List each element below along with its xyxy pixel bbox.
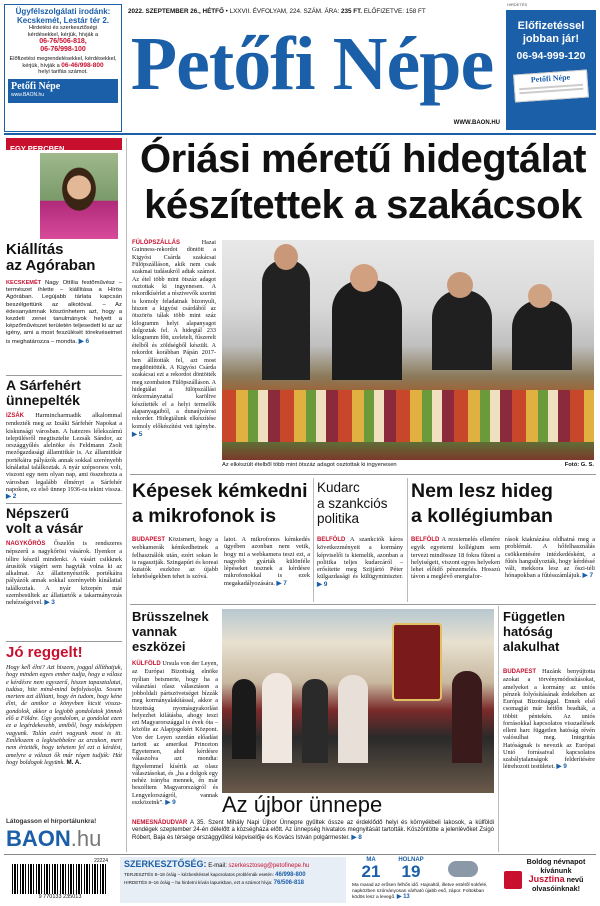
office-info-box bbox=[4, 4, 122, 132]
hideg-title: Nem lesz hideg a kollégiumban bbox=[411, 480, 553, 527]
footer-rule bbox=[4, 854, 596, 855]
office-line: Hirdetési és szerkesztőségi bbox=[28, 25, 98, 31]
kepesek-text-col2: latot. A mikrofonos kémkedés ügyében azonban nem vetik, hogy mi a webkamera teszi ezt, a nagyobb gyárták különféle lépéseket tesznek a kérdésre mikrofonokkal is ezek megakadályozására. ▶ 7 bbox=[224, 536, 310, 587]
person-header: EGY PERCBEN bbox=[6, 138, 122, 150]
office-line: kérdésekkel, kérjük, hívják a bbox=[27, 31, 99, 38]
sub-line: kérjük, hívják a 06-46/998-800 bbox=[22, 61, 104, 69]
editorial-header: SZERKESZTŐSÉG: E-mail: szerkesztoseg@petofinepe.hu bbox=[124, 859, 310, 869]
newspaper-thumbnail: Petőfi Népe bbox=[513, 69, 589, 102]
page-ref[interactable]: ▶ 6 bbox=[78, 337, 90, 345]
distribution-line: TERJESZTÉS 8–18 óráig – kézbesítéssel kapcsolatos problémák esetén: 46/998-800 bbox=[124, 872, 306, 878]
page-ref[interactable]: ▶ 3 bbox=[44, 599, 55, 607]
kepesek-title: Képesek kémkedni a mikrofonok is bbox=[132, 480, 308, 527]
office-phone: 06-76/506-818, bbox=[39, 38, 87, 46]
advertising-line: HIRDETÉS 8–16 óráig – ha hirdetni kíván lapunkban, ezt a számot hívja: 76/506-818 bbox=[124, 880, 305, 886]
subscription-ad[interactable] bbox=[506, 10, 596, 130]
dateline: 2022. SZEPTEMBER 26., HÉTFŐ • LXXVII. ÉVFOLYAM, 224. SZÁM. ÁRA: 235 FT. ELŐFIZETVE: 158 FT bbox=[128, 8, 426, 15]
ad-line: jobban jár! bbox=[522, 33, 580, 45]
page-ref[interactable]: ▶ 9 bbox=[317, 580, 328, 588]
column-rule bbox=[126, 138, 127, 852]
sarfeher-title: A Sárfehért ünnepelték bbox=[6, 377, 81, 408]
portrait-photo bbox=[40, 153, 118, 239]
sub-phone: 06-46/998-800 bbox=[61, 61, 104, 69]
sub-line: Előfizetési megrendelésekkel, kérdésekkel, bbox=[9, 56, 117, 63]
nameday-line: kívánunk bbox=[540, 866, 572, 875]
mini-logo: Petőfi Népe bbox=[11, 80, 61, 92]
nameday-line: Boldog névnapot bbox=[526, 857, 586, 866]
editorial-email[interactable]: szerkesztoseg@petofinepe.hu bbox=[228, 863, 310, 869]
kudarc-title: Kudarc a szankciós politika bbox=[317, 480, 388, 526]
page-ref[interactable]: ▶ 7 bbox=[582, 572, 594, 580]
photo-caption: Az elkészült ételből több mint ötszáz adagot osztottak ki ingyenesen Fotó: G. S. bbox=[222, 462, 594, 468]
sarfeher-text: IZSÁK Harmincharmadik alkalommal rendezték meg az Izsáki Sárfehér Napokat a kiskunsági városban. A hatezres lélekszámú településről megtisztelte Lezsák Sándor, az országgyűlés alelnöke és Feldmann Zsolt mezőgazdasági államtitkár is. Az államtitkár portékáira pályázók annak sokkal szerényebb kínálattal találkoztak. A nyár szépsorsos volt, viszont egy nem olyan nap, ami összehozta a városban legalább élményt a Sárfehér napokon, ez első ünnep 1936-ra tekint vissza. ▶ 2 bbox=[6, 412, 122, 501]
mini-url: www.BAON.hu bbox=[11, 91, 45, 98]
fuggetlen-text: BUDAPEST Hazánk benyújtotta azokat a törvénymódosításokat, amelyeket a kormány az uniós pénzek folyósításának érdekében az Európai Bizottsággal. Ennek első csomagját már hétfőn beadták, a többit péntekén. Az uniós forrásokkal kapcsolatos visszaélések elleni harc független hatóság révén valósulhat meg. Integritás Hatóságnak is nevezik az Európai Unió forrásaival kapcsolatos szabálytalanságok felderítésére létrehozott testületet. ▶ 9 bbox=[503, 668, 595, 771]
editorial-box bbox=[120, 857, 346, 903]
page-ref[interactable]: ▶ 7 bbox=[276, 579, 287, 587]
nepszeru-text: NAGYKŐRÖS Őszelőn is rendszeres népszerű a nagykőrösi vásárok. Ilyenkor a télire készül mindenki. A vásárt csikknek árusítók viágért sem hagyták volna ki az alkalmat. Az állattenyésztők portékáira pályázók annak sokkal szerényebb kínálattal találkoztak. A nyár közepén már szembesültek az állattartók a takarmányozás nehézségeivel. ▶ 3 bbox=[6, 540, 122, 607]
column-title: Jó reggelt! bbox=[6, 644, 83, 661]
ujbor-photo bbox=[222, 609, 494, 793]
exhibit-text: KECSKEMÉT Nagy Ottília festőművész – természet ihlette – kiállítása a Hírös Agórában. Legújabb tárlata kapcsán beszélgettünk az alkotóval. – Az édesanyámnak köszönhetem azt, hogy a kezdeti zenei tanulmányok helyett a képzőművészet területén teljesedett ki az az igény, ami a most feszülését törekvéseimet is meghatározza – mondta. ▶ 6 bbox=[6, 280, 123, 345]
sub-line: helyi tarifás számot. bbox=[38, 69, 88, 76]
column-author: M. A. bbox=[66, 758, 82, 766]
kudarc-text: BELFÖLD A szankciók káros következményeit a kormány képviselői is kiemelik, azonban a politika teljes kudarcáról – erősítette meg Szijjártó Péter külgazdasági és külügyminiszter. ▶ 9 bbox=[317, 536, 403, 588]
masthead-logo: Petőfi Népe bbox=[130, 22, 494, 106]
divider bbox=[6, 375, 122, 376]
office-phone: 06-76/998-100 bbox=[40, 46, 86, 54]
brussz-text: KÜLFÖLD Ursula von der Leyen, az Európai Bizottság elnöke nyíltan beismerte, hogy ha a választási olasz választáson a jobboldali pártszövetséget bízzák meg kormányalakítással, akkor a bizottság nyomásgyakorlást helyezhet kilátásba, ahogy teszi ezt Magyarországgal is évek óta – közölte az Alapjogokért Központ. Von der Leyen szerdán előadást tartott az amerikai Princeton Egyetemen, ahol kérdésre válaszolva azt mondta: figyelemmel kísérik az olasz választásokat, és „ha a dolgok egy nehéz irányba mennek, én már beszéltem Magyarországról és Lengyelországról, vannak eszközeink”. ▶ 9 bbox=[132, 660, 219, 806]
masthead-rule bbox=[4, 133, 596, 135]
column-rule bbox=[498, 606, 499, 852]
exhibit-title: Kiállítás az Agóraban bbox=[6, 241, 96, 274]
office-address: Kecskemét, Lestár tér 2. bbox=[16, 16, 110, 25]
weather-today: MA 21 bbox=[361, 857, 381, 881]
ad-tag: HIRDETÉS bbox=[507, 2, 528, 7]
photo-credit: Fotó: G. S. bbox=[564, 462, 594, 468]
divider bbox=[130, 474, 596, 475]
fuggetlen-title: Független hatóság alakulhat bbox=[503, 609, 566, 654]
ad-phone: 06-94-999-120 bbox=[516, 50, 586, 62]
weather-box bbox=[352, 857, 498, 903]
lead-photo bbox=[222, 240, 594, 460]
hideg-text-col2: rások kiaknázása oldhatná meg a problémát. A hőfelhasználás csökkentésére intézkedésként, a fűtés hangsúlyozták, hogy kérdéssé vált, mekkora lesz az őszi-téli hónapokban a fűtésszámlájuk. ▶ 7 bbox=[505, 536, 595, 580]
cloud-icon bbox=[448, 861, 478, 877]
page-ref[interactable]: ▶ 9 bbox=[556, 763, 567, 771]
ujbor-text: NEMESNÁDUDVAR A 35. Szent Mihály Napi Újbor Ünnepre gyűltek össze az érdeklődő helyi és környékbeli lakosok, a külföldi vendégek szeptember 24-én délelőtt a községháza előtt. Az ünnepség hivatalos megnyitását tartották. Köszöntötte a jelenlévőket Zsigó Róbert, Baja és térsége országgyűlési képviselője és Kovács István polgármester. ▶ 8 bbox=[132, 820, 494, 842]
ujbor-title: Az újbor ünnepe bbox=[222, 792, 383, 817]
divider bbox=[6, 641, 122, 642]
nameday-line: olvasóinknak! bbox=[532, 884, 580, 893]
page-ref[interactable]: ▶ 9 bbox=[165, 798, 176, 806]
hideg-text-col1: BELFÖLD A rezsiemelés ellenére egyik egyetemi kollégium sem tervezi mindössze 18 fokra fűteni a helyiségeit, viszont egyes helyeken lehet előidő pénzemelés. Hosszú távon a meglévő energiafor- bbox=[411, 536, 500, 581]
divider bbox=[130, 604, 596, 605]
column-rule bbox=[313, 478, 314, 602]
barcode bbox=[6, 858, 114, 902]
column-rule bbox=[407, 478, 408, 602]
office-title: Ügyfélszolgálati irodánk: bbox=[15, 7, 111, 16]
lead-text: FÜLÖPSZÁLLÁS Hazai Guinness-rekordot döntött a Kigyósi Csárda szakácsai Fülöpszálláson, akik nem csak szakmai tudásukról adtak számot. Az étel több mint ötszáz adagot osztottak ki ingyenesen. A rekordkísérlet a résztvevők szerint is komoly feladatnak bizonyult, hiszen a kigyósi csárdából az ötszörös tálak több mint száz kilogramm helyi alapanyagot dolgoztak fel. A hidegtál 233 kilogramm főtt, szeletelt, fűszerelt ételből és zöldségből készült. A rekordot korábban Pápán 2017-ben állították fel, azt most megdöntötték. A Kigyósi Csárda szakácsai ezt a rekordot döntötték meg szombaton Fülöpszálláson. A hidegtálat a fülöpszállási önkormányzattal karöltve készítették el a helyi termelők alapanyagaiból, a dunaújvárosi rekorder. Hidegtálunk elkészítése komoly előkészítést vett igénybe. ▶ 5 bbox=[132, 240, 216, 438]
weather-tomorrow: HOLNAP 19 bbox=[398, 857, 424, 881]
baon-logo[interactable]: BAON.hu bbox=[6, 826, 102, 851]
column-text: Hogy kell élni? Azt hiszem, joggal állíthatjuk, hogy minden egyes ember tudja, hogy a válasz e kérdésre nem egyszerű, hiszen tapasztalatai, tudása, hite mind-mind befolyásolja. Sosem mertem azt állítani, hogy én tudom, hogy kéne élni, de amikor a könyvben kicsit vissza-gondolok, akkor a legjobb gondolatok jönnek elő a Földre. Úgy gondolom, a gondolat ezen ez a legérdekesebb, amiből, hogy másképpen vagyunk. Talán ezért vagyunk most is itt. Emlékszem a legkisebbekre az arcukon, mert nem értették, hogy tehetem fel ezt a kérdést, amelyre a választ ők már régen tudják: Hát hogy boldogok legyünk. M. A. bbox=[6, 664, 122, 766]
baon-tag: Látogasson el hírportálunkra! bbox=[6, 818, 97, 825]
lead-headline: Óriási méretű hidegtálat készítettek a szakácsok bbox=[140, 137, 586, 227]
barcode-number: 9 770133 235013 bbox=[38, 894, 82, 900]
nameday-line: Jusztina nevű bbox=[528, 874, 584, 884]
nameday-box bbox=[502, 857, 596, 903]
barcode-digits: 22224 bbox=[94, 858, 108, 864]
kepesek-text-col1: BUDAPEST Közismert, hogy a webkamerák kémkedhetnek a felhasználók után, ezért sokan le is ragasztják. Szingapúri és koreai kutatók eszköze az újabb lehetőségekben tehet is szóvá. bbox=[132, 536, 218, 581]
divider bbox=[6, 503, 122, 504]
weather-text: Ma marad az erősen felhős idő. Hajnaltól, illetve estétől sokfelé, napközben szórványosan várható újabb eső, zápor. Foltokban ködös lesz a levegő. ▶ 13 bbox=[352, 883, 488, 900]
page-ref[interactable]: ▶ 13 bbox=[396, 893, 410, 900]
brussz-title: Brüsszelnek vannak eszközei bbox=[132, 609, 209, 654]
mini-logo-box bbox=[8, 79, 118, 103]
page-ref[interactable]: ▶ 5 bbox=[132, 430, 143, 438]
page-ref[interactable]: ▶ 2 bbox=[6, 493, 17, 501]
nepszeru-title: Népszerű volt a vásár bbox=[6, 505, 84, 536]
ad-line: Előfizetéssel bbox=[517, 20, 585, 32]
page-ref[interactable]: ▶ 8 bbox=[351, 834, 362, 842]
masthead-url: WWW.BAON.HU bbox=[453, 120, 500, 126]
gift-icon bbox=[504, 871, 522, 889]
